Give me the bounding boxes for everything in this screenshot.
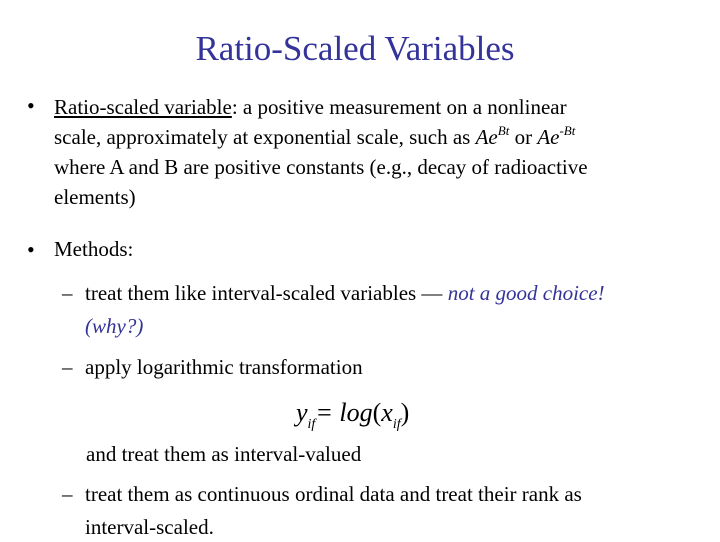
dash-marker: –: [62, 355, 73, 379]
bullet1-line3: where A and B are positive constants (e.g., decay of radioactive: [54, 155, 588, 179]
method-1-why: (why?): [85, 314, 144, 338]
method-1-line1: [85, 278, 605, 308]
method-2-after: and treat them as interval-valued: [86, 442, 362, 466]
bullet1-line1: [54, 92, 704, 122]
formula-y: y: [296, 398, 308, 427]
method-1-text: treat them like interval-scaled variables —: [85, 281, 448, 305]
formula-y-subscript: if: [307, 417, 316, 432]
dash-marker: –: [62, 482, 73, 506]
expr1-exponent: Bt: [497, 123, 510, 138]
formula-x: x: [381, 398, 393, 427]
dash-marker: –: [62, 281, 73, 305]
bullet1-line4: elements): [54, 185, 136, 209]
term-ratio-scaled-variable: Ratio-scaled variable: [54, 95, 232, 119]
formula-x-subscript: if: [392, 417, 401, 432]
method-1-emphasis: not a good choice!: [447, 281, 605, 305]
expr1-base: Ae: [475, 125, 498, 149]
bullet-marker: •: [27, 237, 35, 262]
formula-close-paren: ): [400, 398, 410, 427]
expr2-exponent: -Bt: [559, 123, 576, 138]
method-3-line2: interval-scaled.: [85, 515, 214, 539]
formula-open-paren: (: [372, 398, 382, 427]
bullet1-line2-text: scale, approximately at exponential scale, such as: [54, 125, 476, 149]
bullet-ratio-scaled: [54, 92, 704, 212]
bullet-marker: •: [27, 93, 35, 118]
log-formula: [296, 396, 409, 430]
bullet1-line2: [54, 122, 704, 152]
expr2-base: Ae: [537, 125, 560, 149]
method-3-line1: treat them as continuous ordinal data and treat their rank as: [85, 482, 582, 506]
or-word: or: [509, 125, 538, 149]
method-2-text: apply logarithmic transformation: [85, 355, 363, 379]
slide-title: Ratio-Scaled Variables: [195, 29, 515, 68]
formula-log: = log: [315, 398, 373, 427]
bullet1-line1-rest: : a positive measurement on a nonlinear: [231, 95, 567, 119]
bullet-methods-label: Methods:: [54, 237, 134, 261]
